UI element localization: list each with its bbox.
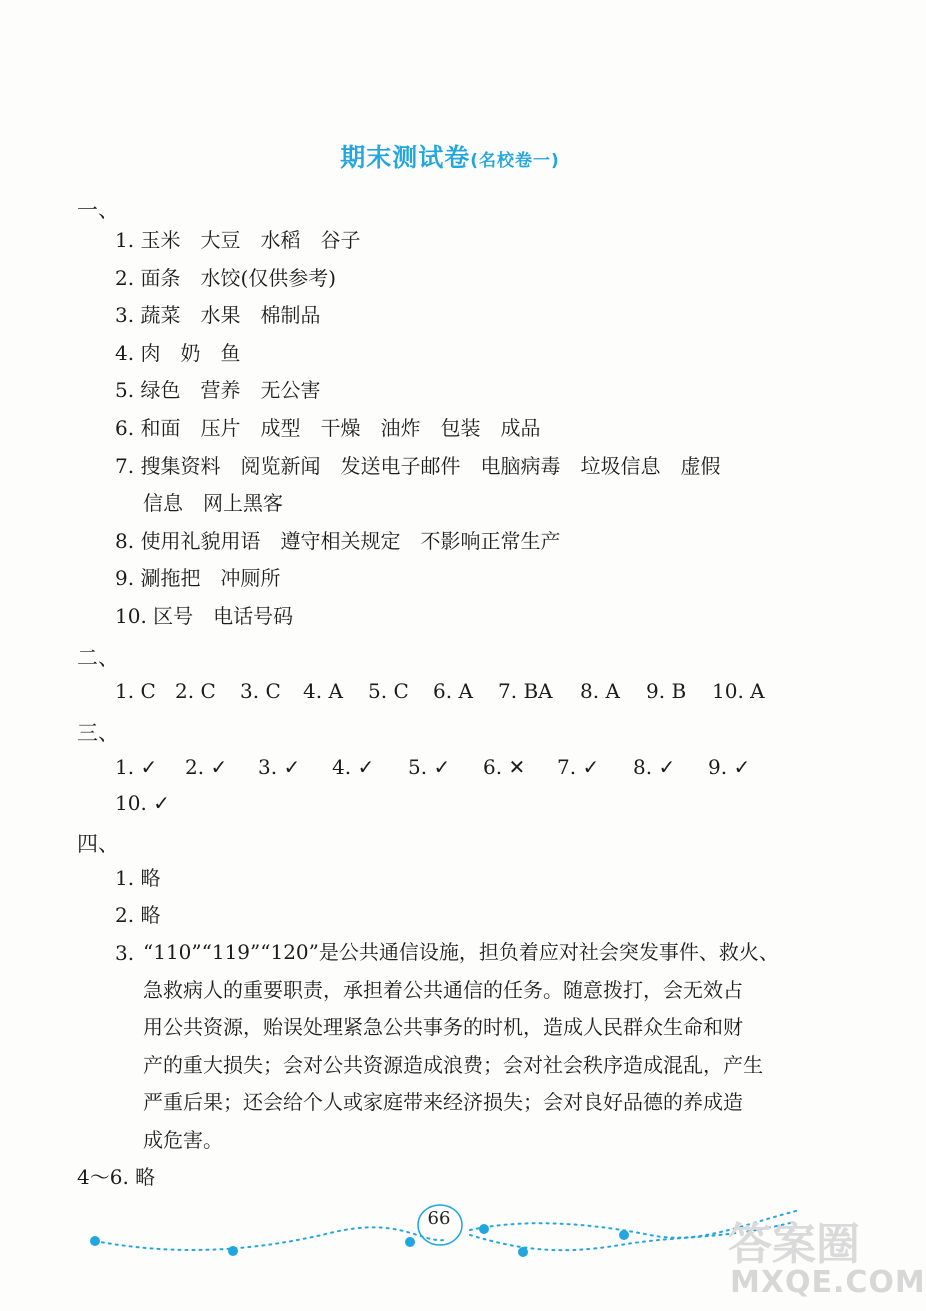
q3-line: 急救病人的重要职责，承担着公共通信的任务。随意拨打，会无效占 (143, 977, 743, 1002)
tf-answer: 1. ✓ (115, 755, 158, 779)
mc-answer: 4. A (303, 679, 343, 703)
watermark-logo-cn: 答案圈 (728, 1219, 860, 1270)
q3-line: 用公共资源，贻误处理紧急公共事务的时机，造成人民群众生命和财 (143, 1015, 743, 1040)
tf-answer: 9. ✓ (708, 755, 751, 779)
watermark-logo-en: MXQE.COM (730, 1265, 926, 1300)
answer-line: 8. 使用礼貌用语 遵守相关规定 不影响正常生产 (115, 529, 561, 553)
section-2-heading: 二、 (77, 646, 119, 670)
tf-answer: 8. ✓ (633, 755, 676, 779)
tf-answer: 6. ✕ (483, 755, 526, 779)
page-number: 66 (427, 1208, 451, 1229)
answer-line: 9. 涮拖把 冲厕所 (115, 566, 281, 590)
mc-answer: 8. A (580, 679, 620, 703)
mc-answer: 1. C (115, 679, 156, 703)
mc-answer: 10. A (712, 679, 765, 703)
tf-answer: 10. ✓ (115, 791, 170, 815)
section-1-heading: 一、 (77, 198, 119, 222)
tf-answer: 5. ✓ (408, 755, 451, 779)
tf-answer: 2. ✓ (185, 755, 228, 779)
answer-line: 1. 略 (115, 866, 161, 890)
answer-line: 10. 区号 电话号码 (115, 604, 294, 628)
title-sub: (名校卷一) (470, 151, 560, 171)
answer-line: 1. 玉米 大豆 水稻 谷子 (115, 228, 361, 252)
answer-line: 7. 搜集资料 阅览新闻 发送电子邮件 电脑病毒 垃圾信息 虚假 (115, 454, 721, 478)
answer-line: 2. 面条 水饺(仅供参考) (115, 266, 337, 290)
mc-answer: 5. C (368, 679, 409, 703)
answer-line: 4. 肉 奶 鱼 (115, 341, 241, 365)
mc-answer: 7. BA (498, 679, 553, 703)
mc-answer: 9. B (646, 679, 687, 703)
answer-line: 6. 和面 压片 成型 干燥 油炸 包装 成品 (115, 416, 541, 440)
mc-answer: 6. A (433, 679, 473, 703)
answer-line: 2. 略 (115, 903, 161, 927)
tf-answer: 3. ✓ (258, 755, 301, 779)
page-title (0, 138, 900, 174)
section-3-heading: 三、 (77, 721, 119, 745)
q3-line: 成危害。 (143, 1127, 223, 1152)
answer-line: 4～6. 略 (77, 1165, 156, 1189)
title-main: 期末测试卷 (340, 143, 471, 172)
q3-number: 3. (115, 941, 135, 965)
tf-answer: 7. ✓ (557, 755, 600, 779)
q3-line: 产的重大损失；会对公共资源造成浪费；会对社会秩序造成混乱，产生 (143, 1052, 763, 1077)
q3-line: “110”“119”“120”是公共通信设施，担负着应对社会突发事件、救火、 (143, 940, 779, 964)
q3-line: 严重后果；还会给个人或家庭带来经济损失；会对良好品德的养成造 (143, 1090, 743, 1115)
mc-answer: 2. C (175, 679, 216, 703)
q3-paragraph (143, 934, 788, 1160)
section-4-heading: 四、 (77, 832, 119, 856)
mc-answer: 3. C (240, 679, 281, 703)
tf-answer: 4. ✓ (332, 755, 375, 779)
answer-line: 5. 绿色 营养 无公害 (115, 378, 321, 402)
answer-line: 3. 蔬菜 水果 棉制品 (115, 303, 321, 327)
answer-line: 信息 网上黑客 (143, 491, 283, 515)
